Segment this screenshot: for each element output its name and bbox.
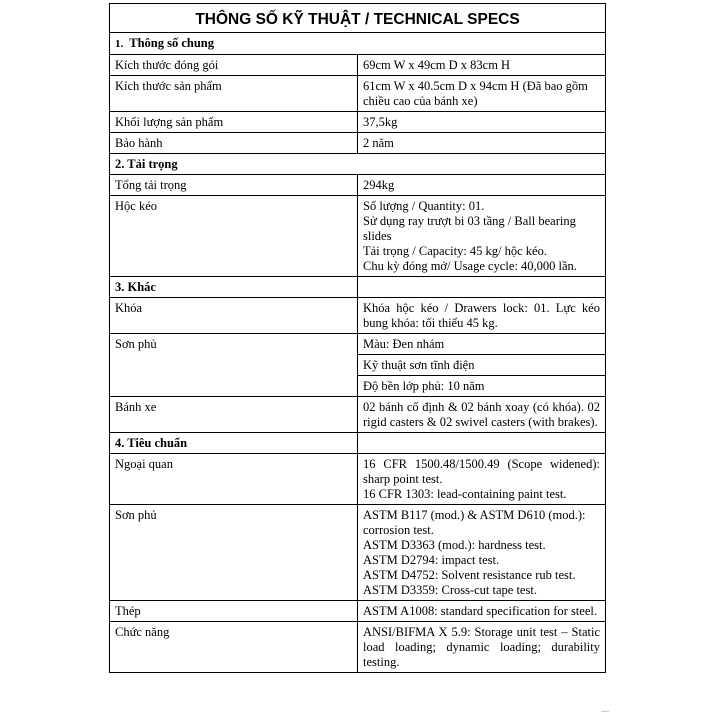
row-label: Khối lượng sản phẩm — [110, 112, 358, 133]
table-row — [110, 454, 606, 505]
row-label: Ngoại quan — [110, 454, 358, 505]
value-line: ASTM B117 (mod.) & ASTM D610 (mod.): corrosion test. — [363, 508, 586, 537]
table-row — [110, 298, 606, 334]
row-value: ANSI/BIFMA X 5.9: Storage unit test – Static load loading; dynamic loading; durability testing. — [358, 622, 606, 673]
row-label: Thép — [110, 601, 358, 622]
table-row — [110, 55, 606, 76]
row-value: 294kg — [358, 175, 606, 196]
row-value — [358, 454, 606, 505]
section-heading — [110, 33, 606, 55]
row-value: 61cm W x 40.5cm D x 94cm H (Đã bao gồm chiều cao của bánh xe) — [358, 76, 606, 112]
table-row — [110, 175, 606, 196]
document-title: THÔNG SỐ KỸ THUẬT / TECHNICAL SPECS — [110, 4, 606, 33]
page-corner-mark — [601, 711, 609, 712]
row-value: 2 năm — [358, 133, 606, 154]
table-row — [110, 601, 606, 622]
row-value — [358, 505, 606, 601]
row-subvalue: Màu: Đen nhám — [358, 334, 606, 355]
value-line: ASTM D4752: Solvent resistance rub test. — [363, 568, 576, 582]
table-row — [110, 622, 606, 673]
row-label: Kích thước đóng gói — [110, 55, 358, 76]
table-row — [110, 334, 606, 355]
row-value — [358, 196, 606, 277]
section-header-standards — [110, 433, 606, 454]
empty-cell — [358, 433, 606, 454]
table-row — [110, 397, 606, 433]
row-value: Khóa hộc kéo / Drawers lock: 01. Lực kéo bung khóa: tối thiểu 45 kg. — [358, 298, 606, 334]
section-heading: 3. Khác — [110, 277, 358, 298]
table-row — [110, 112, 606, 133]
title-row — [110, 4, 606, 33]
value-line: Số lượng / Quantity: 01. — [363, 199, 485, 213]
value-line: Sử dụng ray trượt bi 03 tầng / Ball bearing slides — [363, 214, 576, 243]
row-value: 02 bánh cố định & 02 bánh xoay (có khóa). 02 rigid casters & 02 swivel casters (with brakes). — [358, 397, 606, 433]
section-header-general — [110, 33, 606, 55]
section-number: 1. — [115, 38, 124, 50]
row-label: Bảo hành — [110, 133, 358, 154]
row-label: Sơn phủ — [110, 505, 358, 601]
row-subvalue: Độ bền lớp phủ: 10 năm — [358, 376, 606, 397]
row-label: Bánh xe — [110, 397, 358, 433]
row-value: 37,5kg — [358, 112, 606, 133]
row-label: Chức năng — [110, 622, 358, 673]
row-value: ASTM A1008: standard specification for steel. — [358, 601, 606, 622]
row-value: 69cm W x 49cm D x 83cm H — [358, 55, 606, 76]
row-label: Sơn phủ — [110, 334, 358, 397]
section-header-other — [110, 277, 606, 298]
row-label: Hộc kéo — [110, 196, 358, 277]
value-line: Chu kỳ đóng mở/ Usage cycle: 40,000 lần. — [363, 259, 577, 273]
section-header-load — [110, 154, 606, 175]
spec-table — [109, 3, 606, 673]
row-label: Tổng tải trọng — [110, 175, 358, 196]
row-subvalue: Kỹ thuật sơn tĩnh điện — [358, 355, 606, 376]
empty-cell — [358, 277, 606, 298]
table-row — [110, 505, 606, 601]
spec-sheet — [109, 3, 605, 673]
section-heading: 4. Tiêu chuẩn — [110, 433, 358, 454]
section-heading: 2. Tải trọng — [110, 154, 606, 175]
value-line: Tải trọng / Capacity: 45 kg/ hộc kéo. — [363, 244, 547, 258]
section-title: Thông số chung — [129, 36, 215, 50]
table-row — [110, 196, 606, 277]
row-label: Kích thước sản phẩm — [110, 76, 358, 112]
value-line: 16 CFR 1303: lead-containing paint test. — [363, 487, 567, 501]
row-label: Khóa — [110, 298, 358, 334]
table-row — [110, 133, 606, 154]
value-line: 16 CFR 1500.48/1500.49 (Scope widened): sharp point test. — [363, 457, 600, 486]
value-line: ASTM D3359: Cross-cut tape test. — [363, 583, 537, 597]
value-line: ASTM D2794: impact test. — [363, 553, 500, 567]
table-row — [110, 76, 606, 112]
value-line: ASTM D3363 (mod.): hardness test. — [363, 538, 546, 552]
